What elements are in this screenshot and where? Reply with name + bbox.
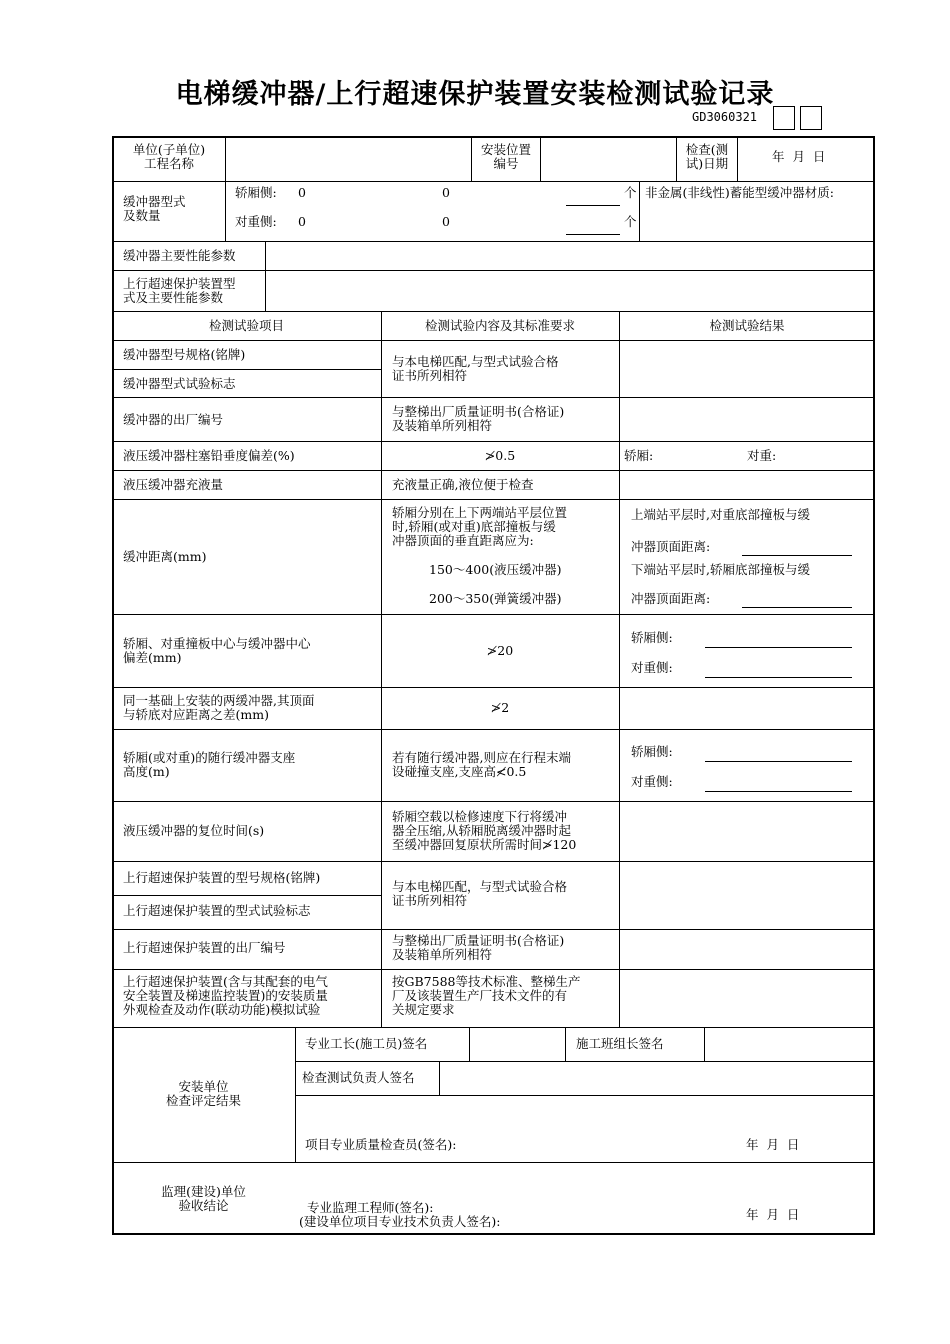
res-support-car-line[interactable]	[705, 761, 852, 762]
row-height-difference: 同一基础上安装的两缓冲器,其顶面 与轿底对应距离之差(mm)	[123, 693, 315, 722]
req-fluid-level: 充液量正确,液位便于检查	[392, 477, 534, 492]
res-plunger-counterweight[interactable]: 对重:	[747, 448, 777, 463]
unit-name-field[interactable]	[227, 138, 470, 180]
unit-name-label: 单位(子单位) 工程名称	[132, 142, 206, 171]
install-location-label: 安装位置 编号	[480, 142, 531, 171]
res-bottom-floor-text: 下端站平层时,轿厢底部撞板与缓	[631, 562, 810, 577]
quality-inspector-signature[interactable]: 项目专业质量检查员(签名):	[305, 1137, 457, 1152]
tester-signature-label: 检查测试负责人签名	[302, 1070, 415, 1085]
row-buffer-distance: 缓冲距离(mm)	[123, 549, 207, 564]
req-reset-time: 轿厢空载以检修速度下行将缓冲 器全压缩,从轿厢脱离缓冲器时起 至缓冲器回复原状所需时间≯120	[392, 809, 577, 852]
counterweight-side-value-1[interactable]: 0	[298, 214, 306, 229]
column-result: 检测试验结果	[709, 318, 785, 333]
foreman-signature-label: 专业工长(施工员)签名	[305, 1036, 428, 1051]
res-top-floor-distance-line[interactable]	[742, 555, 852, 556]
code-box-2[interactable]	[800, 106, 822, 130]
res-plunger-car[interactable]: 轿厢:	[624, 448, 654, 463]
inspection-date[interactable]: 年 月 日	[746, 1137, 800, 1152]
counterweight-count-line[interactable]	[566, 234, 620, 235]
req-center-deviation: ≯20	[486, 643, 514, 658]
req-support-height: 若有随行缓冲器,则应在行程末端 设碰撞支座,支座高≮0.5	[392, 750, 571, 779]
res-bottom-floor-distance-label: 冲器顶面距离:	[631, 591, 711, 606]
overspeed-params-label: 上行超速保护装置型 式及主要性能参数	[123, 276, 236, 305]
supervision-conclusion-label: 监理(建设)单位 验收结论	[161, 1184, 246, 1213]
car-side-value-1[interactable]: 0	[298, 185, 306, 200]
req-overspeed-match: 与本电梯匹配，与型式试验合格 证书所列相符	[392, 879, 568, 908]
row-overspeed-installation: 上行超速保护装置(含与其配套的电气 安全装置及梯速监控装置)的安装质量 外观检查及动作(联动功能)模拟试验	[123, 974, 328, 1017]
owner-technical-lead-signature[interactable]: (建设单位项目专业技术负责人签名):	[299, 1214, 501, 1229]
res-support-cw-line[interactable]	[705, 791, 852, 792]
counterweight-side-label: 对重侧:	[235, 214, 277, 229]
column-item: 检测试验项目	[208, 318, 284, 333]
supervision-date[interactable]: 年 月 日	[746, 1207, 800, 1222]
foreman-signature-field[interactable]	[471, 1029, 564, 1060]
res-center-car-label: 轿厢侧:	[631, 630, 673, 645]
res-center-cw-line[interactable]	[705, 677, 852, 678]
row-overspeed-model: 上行超速保护装置的型号规格(铭牌)	[123, 870, 321, 885]
req-buffer-distance: 轿厢分别在上下两端站平层位置 时,轿厢(或对重)底部撞板与缓 冲器顶面的垂直距离应为:	[392, 505, 568, 548]
team-leader-signature-label: 施工班组长签名	[576, 1036, 664, 1051]
page-title: 电梯缓冲器/上行超速保护装置安装检测试验记录	[175, 79, 775, 110]
row-overspeed-serial: 上行超速保护装置的出厂编号	[123, 940, 286, 955]
row-support-height: 轿厢(或对重)的随行缓冲器支座 高度(m)	[123, 750, 296, 779]
tester-signature-field[interactable]	[441, 1063, 873, 1094]
row-plunger-verticality: 液压缓冲器柱塞铅垂度偏差(%)	[123, 448, 295, 463]
team-leader-signature-field[interactable]	[706, 1029, 873, 1060]
req-plunger-verticality: ≯0.5	[484, 448, 516, 463]
req-buffer-serial: 与整梯出厂质量证明书(合格证) 及装箱单所列相符	[392, 404, 565, 433]
res-center-cw-label: 对重侧:	[631, 660, 673, 675]
res-top-floor-text: 上端站平层时,对重底部撞板与缓	[631, 507, 810, 522]
column-requirement: 检测试验内容及其标准要求	[424, 318, 575, 333]
req-overspeed-installation: 按GB7588等技术标准、整梯生产 厂及该装置生产厂技术文件的有 关规定要求	[392, 974, 581, 1017]
buffer-model-label: 缓冲器型式 及数量	[123, 194, 186, 223]
row-buffer-model-spec: 缓冲器型号规格(铭牌)	[123, 347, 246, 362]
car-side-value-2[interactable]: 0	[442, 185, 450, 200]
material-label: 非金属(非线性)蓄能型缓冲器材质:	[645, 185, 834, 200]
res-center-car-line[interactable]	[705, 647, 852, 648]
res-support-car-label: 轿厢侧:	[631, 744, 673, 759]
code-box-1[interactable]	[773, 106, 795, 130]
buffer-params-label: 缓冲器主要性能参数	[123, 248, 236, 263]
res-top-floor-distance-label: 冲器顶面距离:	[631, 539, 711, 554]
row-reset-time: 液压缓冲器的复位时间(s)	[123, 823, 265, 838]
form-code: GD3060321	[692, 110, 758, 124]
row-buffer-serial: 缓冲器的出厂编号	[123, 412, 224, 427]
res-support-cw-label: 对重侧:	[631, 774, 673, 789]
check-date-label: 检查(测 试)日期	[685, 142, 729, 171]
res-bottom-floor-distance-line[interactable]	[742, 607, 852, 608]
car-side-label: 轿厢侧:	[235, 185, 277, 200]
req-hydraulic-range: 150～400(液压缓冲器)	[429, 562, 562, 577]
install-unit-result-label: 安装单位 检查评定结果	[165, 1079, 241, 1108]
row-overspeed-type-test: 上行超速保护装置的型式试验标志	[123, 903, 311, 918]
install-location-field[interactable]	[542, 138, 675, 180]
check-date-value[interactable]: 年 月 日	[772, 149, 826, 164]
car-side-count-line[interactable]	[566, 205, 620, 206]
row-center-deviation: 轿厢、对重撞板中心与缓冲器中心 偏差(mm)	[123, 636, 311, 665]
req-height-difference: ≯2	[490, 700, 510, 715]
counterweight-side-unit: 个	[624, 214, 637, 229]
row-buffer-type-test-mark: 缓冲器型式试验标志	[123, 376, 236, 391]
supervision-engineer-signature[interactable]: 专业监理工程师(签名):	[307, 1200, 434, 1215]
req-spring-range: 200～350(弹簧缓冲器)	[429, 591, 562, 606]
req-buffer-match: 与本电梯匹配,与型式试验合格 证书所列相符	[392, 354, 559, 383]
counterweight-side-value-2[interactable]: 0	[442, 214, 450, 229]
req-overspeed-serial: 与整梯出厂质量证明书(合格证) 及装箱单所列相符	[392, 933, 565, 962]
car-side-unit: 个	[624, 185, 637, 200]
row-fluid-level: 液压缓冲器充液量	[123, 477, 224, 492]
